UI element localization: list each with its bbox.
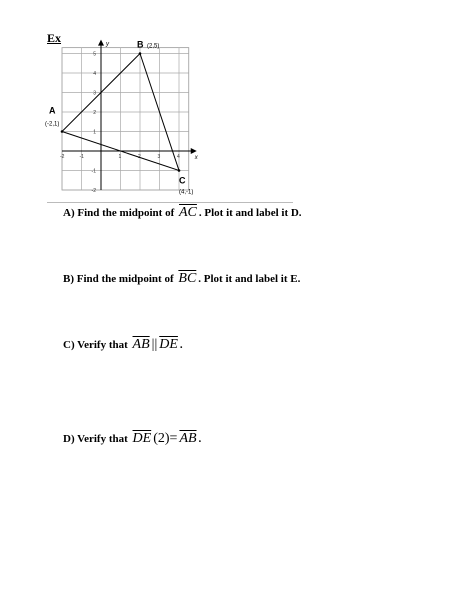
segment-ab: $\overline{AB}$: [132, 337, 150, 352]
y-tick-label: 2: [93, 110, 96, 116]
question-c-text: C) Verify that: [63, 339, 128, 351]
question-d-suffix: .: [198, 433, 202, 445]
x-axis-arrow: [191, 148, 197, 154]
question-d: [63, 431, 201, 447]
x-axis-label: x: [194, 155, 198, 161]
point-label-b: B: [137, 39, 144, 50]
section-divider: [47, 202, 293, 203]
question-b-suffix: . Plot it and label it E.: [198, 273, 301, 285]
axes: [62, 40, 197, 190]
point-coord-b: (2,5): [147, 43, 160, 50]
parallel-symbol: ||: [151, 337, 158, 352]
grid-lines: [62, 48, 189, 190]
example-title: Ex: [47, 31, 62, 45]
question-a-text: A) Find the midpoint of: [63, 207, 175, 219]
x-tick-label: 3: [157, 154, 161, 160]
segment-de: $\overline{DE}$: [132, 431, 152, 446]
point-labels: [45, 40, 193, 196]
point-label-a: A: [49, 105, 56, 116]
y-tick-label: 5: [93, 51, 96, 58]
segment-ac: $\overline{AC}$: [179, 205, 197, 220]
multiplier: (2): [153, 431, 170, 446]
y-tick-label: -2: [91, 188, 96, 194]
x-tick-label: 2: [138, 154, 141, 160]
question-c-suffix: .: [179, 339, 183, 351]
grid-border: [62, 48, 189, 190]
question-a-suffix: . Plot it and label it D.: [198, 207, 302, 219]
y-tick-label: 3: [93, 90, 96, 97]
x-tick-label: -1: [79, 154, 84, 160]
point-coord-a: (-2,1): [45, 121, 60, 128]
y-axis-label: y: [106, 41, 109, 48]
vertex-b: [139, 52, 142, 55]
question-c: [63, 337, 183, 353]
segment-ab: $\overline{AB}$: [179, 431, 197, 446]
y-tick-label: 1: [93, 129, 96, 136]
y-tick-label: 4: [93, 71, 96, 77]
coordinate-graph: [0, 0, 474, 205]
y-axis-arrow: [98, 40, 104, 46]
question-a: [63, 205, 302, 221]
y-tick-label: -1: [91, 168, 96, 175]
x-tick-label: 1: [118, 154, 122, 160]
x-tick-label: 4: [177, 154, 180, 160]
segment-bc: $\overline{BC}$: [178, 271, 197, 286]
vertex-a: [61, 130, 64, 133]
segment-de: $\overline{DE}$: [159, 337, 178, 352]
equals-symbol: =: [169, 431, 178, 446]
question-b: [63, 271, 300, 287]
point-label-c: C: [179, 175, 186, 186]
x-tick-label: -2: [60, 154, 65, 160]
point-coord-c: (4,-1): [179, 189, 194, 196]
question-b-text: B) Find the midpoint of: [63, 273, 174, 285]
vertex-c: [178, 169, 181, 172]
question-d-text: D) Verify that: [63, 433, 128, 445]
